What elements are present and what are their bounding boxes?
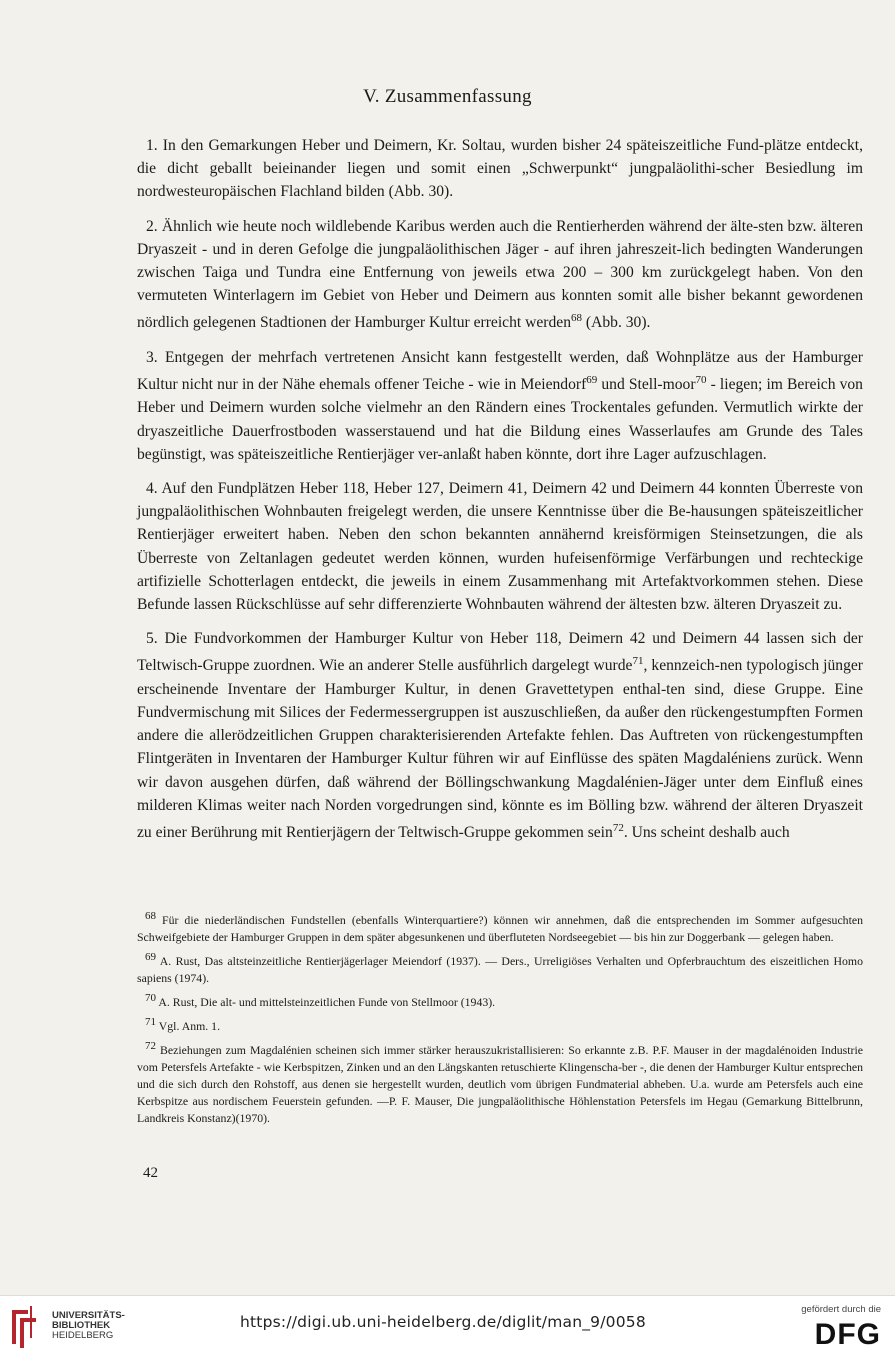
page-number: 42: [143, 1165, 158, 1181]
footnote: 69 A. Rust, Das altsteinzeitliche Rentierjägerlager Meiendorf (1937). — Ders., Urreligiöses Verhalten und Opferbrauchtum des eiszeitlichen Homo sapiens (1974).: [137, 951, 863, 985]
footnote: 68 Für die niederländischen Fundstellen (ebenfalls Winterquartiere?) können wir annehmen, daß die entsprechenden im Sommer aufgesuchten Schweifgebiete der Hamburger Gruppen in dem später abgesunkenen und überfluteten Nordseegebiet — bis hin zur Doggerbank — gelegen haben.: [137, 910, 863, 944]
footnotes: [137, 912, 863, 1134]
permalink-url[interactable]: https://digi.ub.uni-heidelberg.de/diglit/man_9/0058: [240, 1313, 646, 1331]
footnote: 71 Vgl. Anm. 1.: [145, 1016, 221, 1033]
dfg-logo[interactable]: DFG: [814, 1318, 881, 1351]
university-library-name: UNIVERSITÄTS- BIBLIOTHEK HEIDELBERG: [52, 1310, 125, 1341]
footnote-ref[interactable]: 70: [695, 374, 707, 387]
footnote-ref[interactable]: 72: [612, 822, 624, 835]
section-heading: V. Zusammenfassung: [363, 86, 532, 107]
body-text: [137, 134, 863, 855]
funding-label: gefördert durch die: [801, 1304, 881, 1315]
paragraph-1: 1. In den Gemarkungen Heber und Deimern, Kr. Soltau, wurden bisher 24 späteiszeitliche Fund-plätze entdeckt, die dicht geballt beieinander liegen und somit einen „Schwerpunkt“ jungpaläolithi-scher Besiedlung im nordwesteuropäischen Flachland bilden (Abb. 30).: [137, 137, 863, 201]
footnote-ref[interactable]: 69: [586, 374, 598, 387]
paragraph-5: 5. Die Fundvorkommen der Hamburger Kultur von Heber 118, Deimern 42 und Deimern 44 lassen sich der Teltwisch-Gruppe zuordnen. Wie an anderer Stelle ausführlich dargelegt wurde$^{71}$, kennzeich-nen typologisch jünger erscheinende Inventare der Hamburger Kultur, in denen Gravettetypen enthal-ten sind, diese Gruppe. Eine Fundvermischung mit Silices der Federmessergruppen ist auszuschließen, da außer den rückengestumpften Formen andere die allerödzeitlichen Gruppen charakterisierenden Artefakte fehlen. Das Auftreten von rückengestumpften Flintgeräten in Inventaren der Hamburger Kultur führen wir auf Einflüsse des späten Magdaléniens zurück. Wenn wir davon ausgehen dürfen, daß während der Böllingschwankung Magdalénien-Jäger unter dem Einfluß eines milderen Klimas weiter nach Norden vorgedrungen sind, könnte es im Bölling bzw. während der älteren Dryaszeit zu einer Berührung mit Rentierjägern der Teltwisch-Gruppe gekommen sein$^{72}$. Uns scheint deshalb auch: [137, 630, 863, 842]
footnote: 70 A. Rust, Die alt- und mittelsteinzeitlichen Funde von Stellmoor (1943).: [145, 992, 496, 1009]
footnote-ref[interactable]: 71: [632, 655, 644, 668]
paragraph-3: 3. Entgegen der mehrfach vertretenen Ansicht kann festgestellt werden, daß Wohnplätze aus der Hamburger Kultur nicht nur in der Nähe ehemals offener Teiche - wie in Meiendorf$^{69}$ und Stell-moor$^{70}$ - liegen; im Bereich von Heber und Deimern wurden solche vielmehr an den Rändern eines Trockentales gefunden. Vermutlich wirkte der dryaszeitliche Dauerfrostboden wasserstauend und hat die Bildung eines Wasserlaufes am Grunde des Tales begünstigt, was späteiszeitliche Rentierjäger ver-anlaßt haben könnte, dort ihre Lager aufzuschlagen.: [137, 348, 863, 463]
viewer-footer: [0, 1295, 895, 1359]
paragraph-4: 4. Auf den Fundplätzen Heber 118, Heber 127, Deimern 41, Deimern 42 und Deimern 44 konnten Überreste von jungpaläolithischen Wohnbauten freigelegt werden, die unsere Kenntnisse über die Be-hausungen späteiszeitlicher Rentierjäger erweitert haben. Neben den schon bekannten annähernd kreisförmigen Steinsetzungen, die als Überreste von Zeltanlagen gedeutet werden können, wurden hufeisenförmige Verfärbungen und rechteckige artifizielle Schotterlagen entdeckt, die jeweils in einem Zusammenhang mit Artefaktvorkommen stehen. Diese Befunde lassen Rückschlüsse auf sehr differenzierte Wohnbauten während der ältesten bzw. älteren Dryaszeit zu.: [137, 480, 863, 614]
footnote: 72 Beziehungen zum Magdalénien scheinen sich immer stärker herauszukristallisieren: So erkannte z.B. P.F. Mauser in der magdalénoiden Industrie vom Petersfels Artefakte - wie Kerbspitzen, Zinken und an den Längskanten retuschierte Klingenscha-ber -, die denen der Hamburger Kultur entsprechen und die sich durch den Rohstoff, aus denen sie hergestellt wurden, deutlich vom übrigen Fundmaterial abheben. U.a. wurde am Petersfels auch eine Kerbspitze aus nordischem Feuerstein gefunden. —P. F. Mauser, Die jungpaläolithische Höhlenstation Petersfels im Hegau (Gemarkung Bittelbrunn, Landkreis Konstanz)(1970).: [137, 1040, 863, 1125]
footnote-ref[interactable]: 68: [571, 312, 583, 325]
university-library-logo-icon[interactable]: [8, 1304, 44, 1350]
paragraph-2: 2. Ähnlich wie heute noch wildlebende Karibus werden auch die Rentierherden während der älte-sten bzw. älteren Dryaszeit - und in deren Gefolge die jungpaläolithischen Jäger - auf ihren jahreszeit-lich bedingten Wanderungen zwischen Taiga und Tundra eine Entfernung von jeweils etwa 200 – 300 km zurückgelegt haben. Von den vermuteten Winterlagern im Gebiet von Heber und Deimern aus konnten somit alle bisher bekannt gewordenen nördlich gelegenen Stadtionen der Hamburger Kultur erreicht werden$^{68}$ (Abb. 30).: [137, 217, 863, 332]
